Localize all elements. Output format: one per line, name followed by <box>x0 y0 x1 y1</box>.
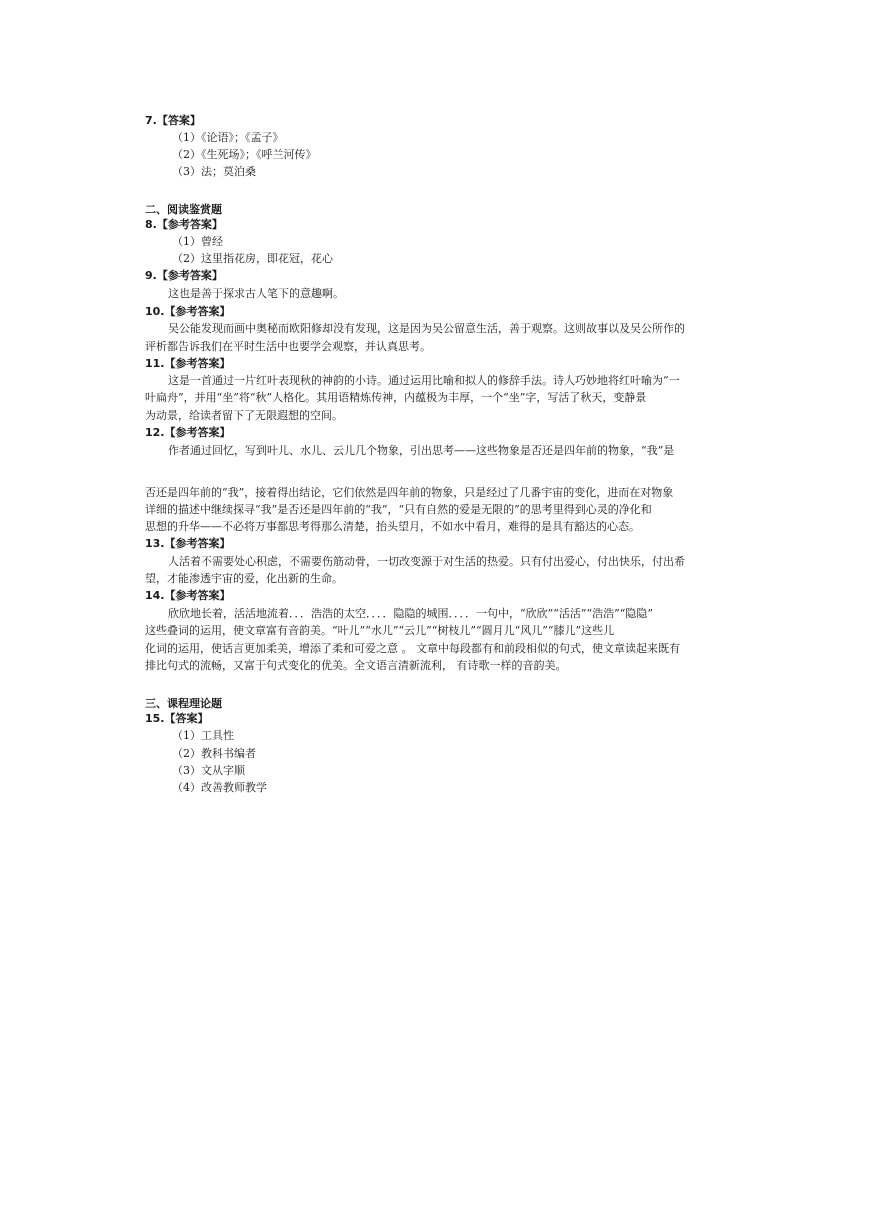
q8-answer-1: （1）曾经 <box>172 235 223 248</box>
q7-answer-3: （3）法；莫泊桑 <box>172 165 256 178</box>
q14-answer-line: 排比句式的流畅，又富于句式变化的优美。全文语言清新流利， 有诗歌一样的音韵美。 <box>145 659 567 672</box>
q7-answer-1: （1）《论语》；《孟子》 <box>172 131 284 144</box>
q12-answer-line: 作者通过回忆，写到叶儿、水儿、云儿几个物象，引出思考——这些物象是否还是四年前的物象，“我”是 <box>168 444 675 457</box>
q10-answer-line: 评析都告诉我们在平时生活中也要学会观察，并认真思考。 <box>145 340 431 353</box>
q15-answer-2: （2）教科书编者 <box>172 747 256 760</box>
q7-heading: 7.【答案】 <box>145 114 201 127</box>
q11-answer-line: 这是一首通过一片红叶表现秋的神韵的小诗。通过运用比喻和拟人的修辞手法。诗人巧妙地将红叶喻为“一 <box>168 374 680 387</box>
q8-heading: 8.【参考答案】 <box>145 218 223 231</box>
q15-answer-4: （4）改善教师教学 <box>172 781 267 794</box>
q12-answer-line: 思想的升华——不必将万事都思考得那么清楚，抬头望月，不如水中看月，难得的是具有豁达的心态。 <box>145 520 640 533</box>
q14-answer-line: 化词的运用，使话言更加柔美，增添了柔和可爱之意 。 文章中每段都有和前段相似的句式，使文章读起来既有 <box>145 642 680 655</box>
q12-answer-line: 否还是四年前的“我”，接着得出结论，它们依然是四年前的物象，只是经过了几番宇宙的变化，进而在对物象 <box>145 486 674 499</box>
q12-answer-line: 详细的描述中继续探寻“我”是否还是四年前的“我”，“只有自然的爱是无限的”的思考里得到心灵的净化和 <box>145 503 652 516</box>
q15-answer-3: （3）文从字顺 <box>172 764 245 777</box>
q14-heading: 14.【参考答案】 <box>145 589 231 602</box>
q13-heading: 13.【参考答案】 <box>145 537 231 550</box>
q10-answer-line: 吴公能发现而画中奥秘而欧阳修却没有发现，这是因为吴公留意生活，善于观察。这则故事以及吴公所作的 <box>168 322 685 335</box>
q15-heading: 15.【答案】 <box>145 712 209 725</box>
section-reading-heading: 二、阅读鉴赏题 <box>145 203 222 216</box>
q12-heading: 12.【参考答案】 <box>145 426 231 439</box>
q9-heading: 9.【参考答案】 <box>145 269 223 282</box>
q11-answer-line: 为动景，给读者留下了无限遐想的空间。 <box>145 409 343 422</box>
q13-answer-line: 人活着不需要处心积虑，不需要伤筋动骨，一切改变源于对生活的热爱。只有付出爱心，付出快乐，付出希 <box>168 555 685 568</box>
q11-heading: 11.【参考答案】 <box>145 357 231 370</box>
q13-answer-line: 望，才能渗透宇宙的爱，化出新的生命。 <box>145 572 343 585</box>
q11-answer-line: 叶扁舟”，并用“坐”将“秋”人格化。其用语精炼传神，内蕴极为丰厚，一个“坐”字，写活了秋天，变静景 <box>145 391 647 404</box>
q15-answer-1: （1）工具性 <box>172 729 234 742</box>
q9-answer: 这也是善于探求古人笔下的意趣啊。 <box>168 287 344 300</box>
q14-answer-line: 这些叠词的运用，使文章富有音韵美。“叶儿”“水儿”“云儿”“树枝儿”“圆月儿“风儿”“膝儿”这些儿 <box>145 624 615 637</box>
q10-heading: 10.【参考答案】 <box>145 305 231 318</box>
q14-answer-line: 欣欣地长着，活活地流着．．．浩浩的太空．．．．隐隐的城围．．．．一句中，“欣欣”“活活”“浩浩”“隐隐” <box>168 607 653 620</box>
q8-answer-2: （2）这里指花房，即花冠，花心 <box>172 252 333 265</box>
section-theory-heading: 三、课程理论题 <box>145 697 222 710</box>
q7-answer-2: （2）《生死场》；《呼兰河传》 <box>172 148 317 161</box>
